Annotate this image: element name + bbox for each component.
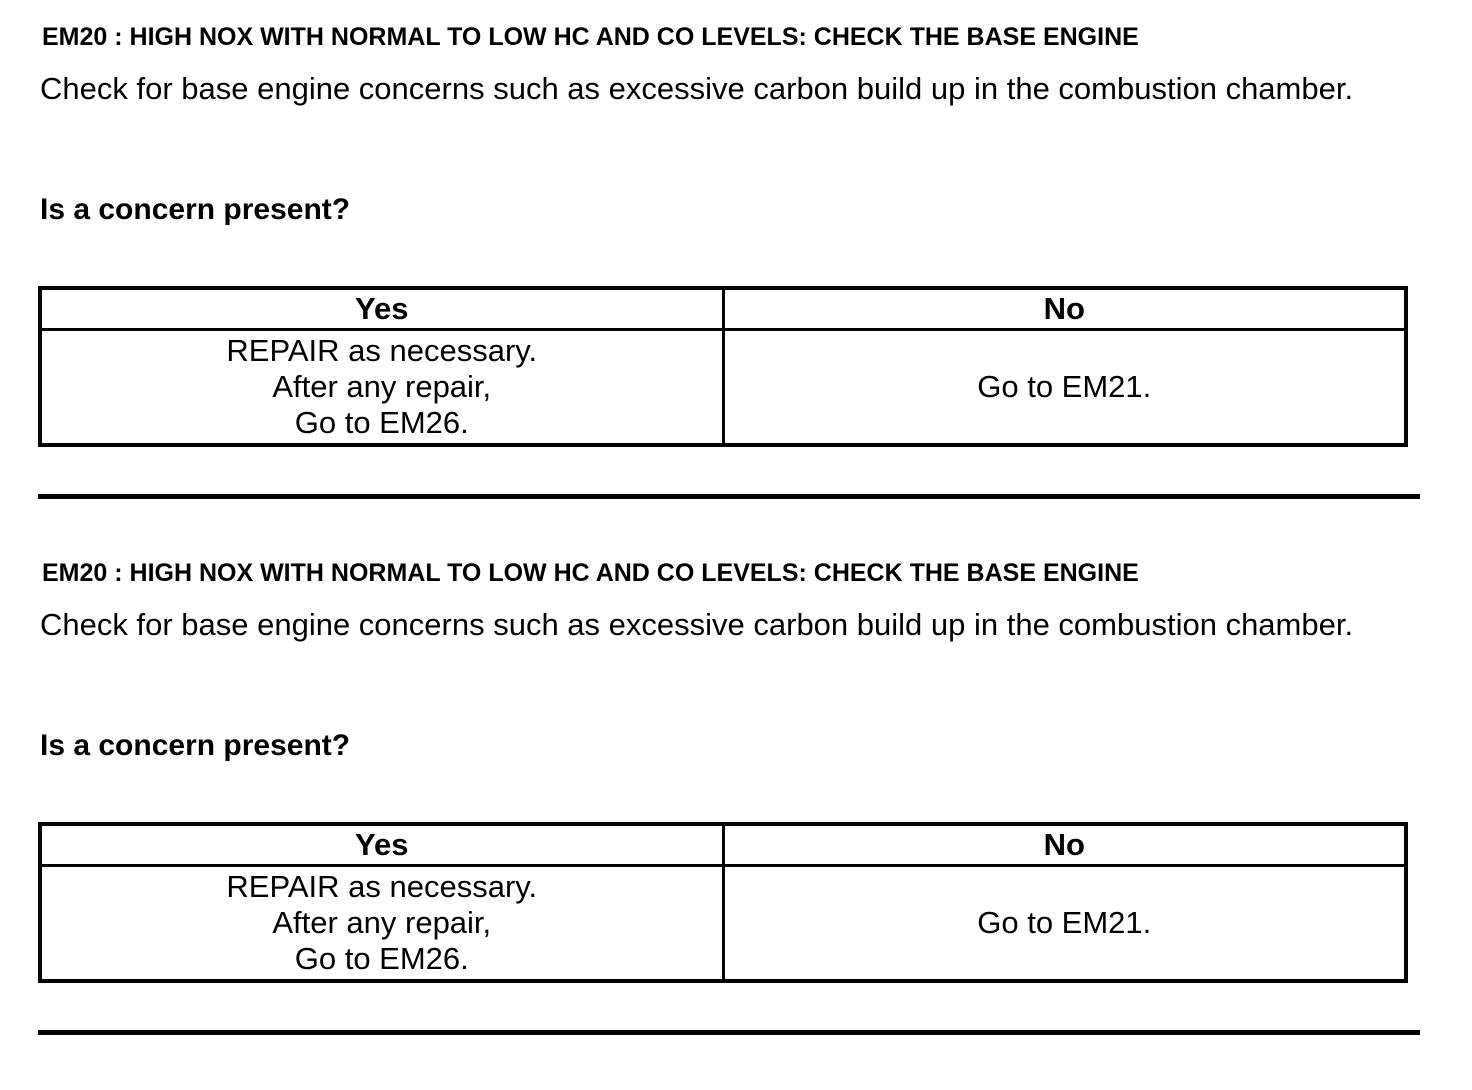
section-divider (38, 1030, 1420, 1035)
yes-line: Go to EM26. (294, 405, 469, 440)
table-header-row (40, 824, 1406, 866)
yes-line: REPAIR as necessary. (226, 333, 538, 368)
table-row (40, 866, 1406, 982)
step-instruction: Check for base engine concerns such as excessive carbon build up in the combustion chamber. (40, 71, 1354, 106)
no-header: No (723, 824, 1406, 866)
no-cell: Go to EM21. (723, 866, 1406, 982)
diagnostic-step-section (0, 0, 1472, 536)
yes-cell (40, 330, 723, 446)
diagnostic-step-section (0, 536, 1472, 1072)
step-question: Is a concern present? (40, 729, 351, 762)
table-header-row (40, 288, 1406, 330)
yes-header: Yes (40, 288, 723, 330)
yes-line: After any repair, (272, 369, 492, 404)
step-heading: EM20 : HIGH NOX WITH NORMAL TO LOW HC AND CO LEVELS: CHECK THE BASE ENGINE (42, 559, 1139, 587)
yes-header: Yes (40, 824, 723, 866)
no-header: No (723, 288, 1406, 330)
yes-cell (40, 866, 723, 982)
yes-line: Go to EM26. (294, 941, 469, 976)
yes-line: REPAIR as necessary. (226, 869, 538, 904)
step-instruction: Check for base engine concerns such as excessive carbon build up in the combustion chamber. (40, 607, 1354, 642)
answer-table (38, 286, 1408, 447)
section-divider (38, 494, 1420, 499)
yes-line: After any repair, (272, 905, 492, 940)
answer-table (38, 822, 1408, 983)
step-question: Is a concern present? (40, 193, 351, 226)
step-heading: EM20 : HIGH NOX WITH NORMAL TO LOW HC AND CO LEVELS: CHECK THE BASE ENGINE (42, 23, 1139, 51)
table-row (40, 330, 1406, 446)
no-cell: Go to EM21. (723, 330, 1406, 446)
